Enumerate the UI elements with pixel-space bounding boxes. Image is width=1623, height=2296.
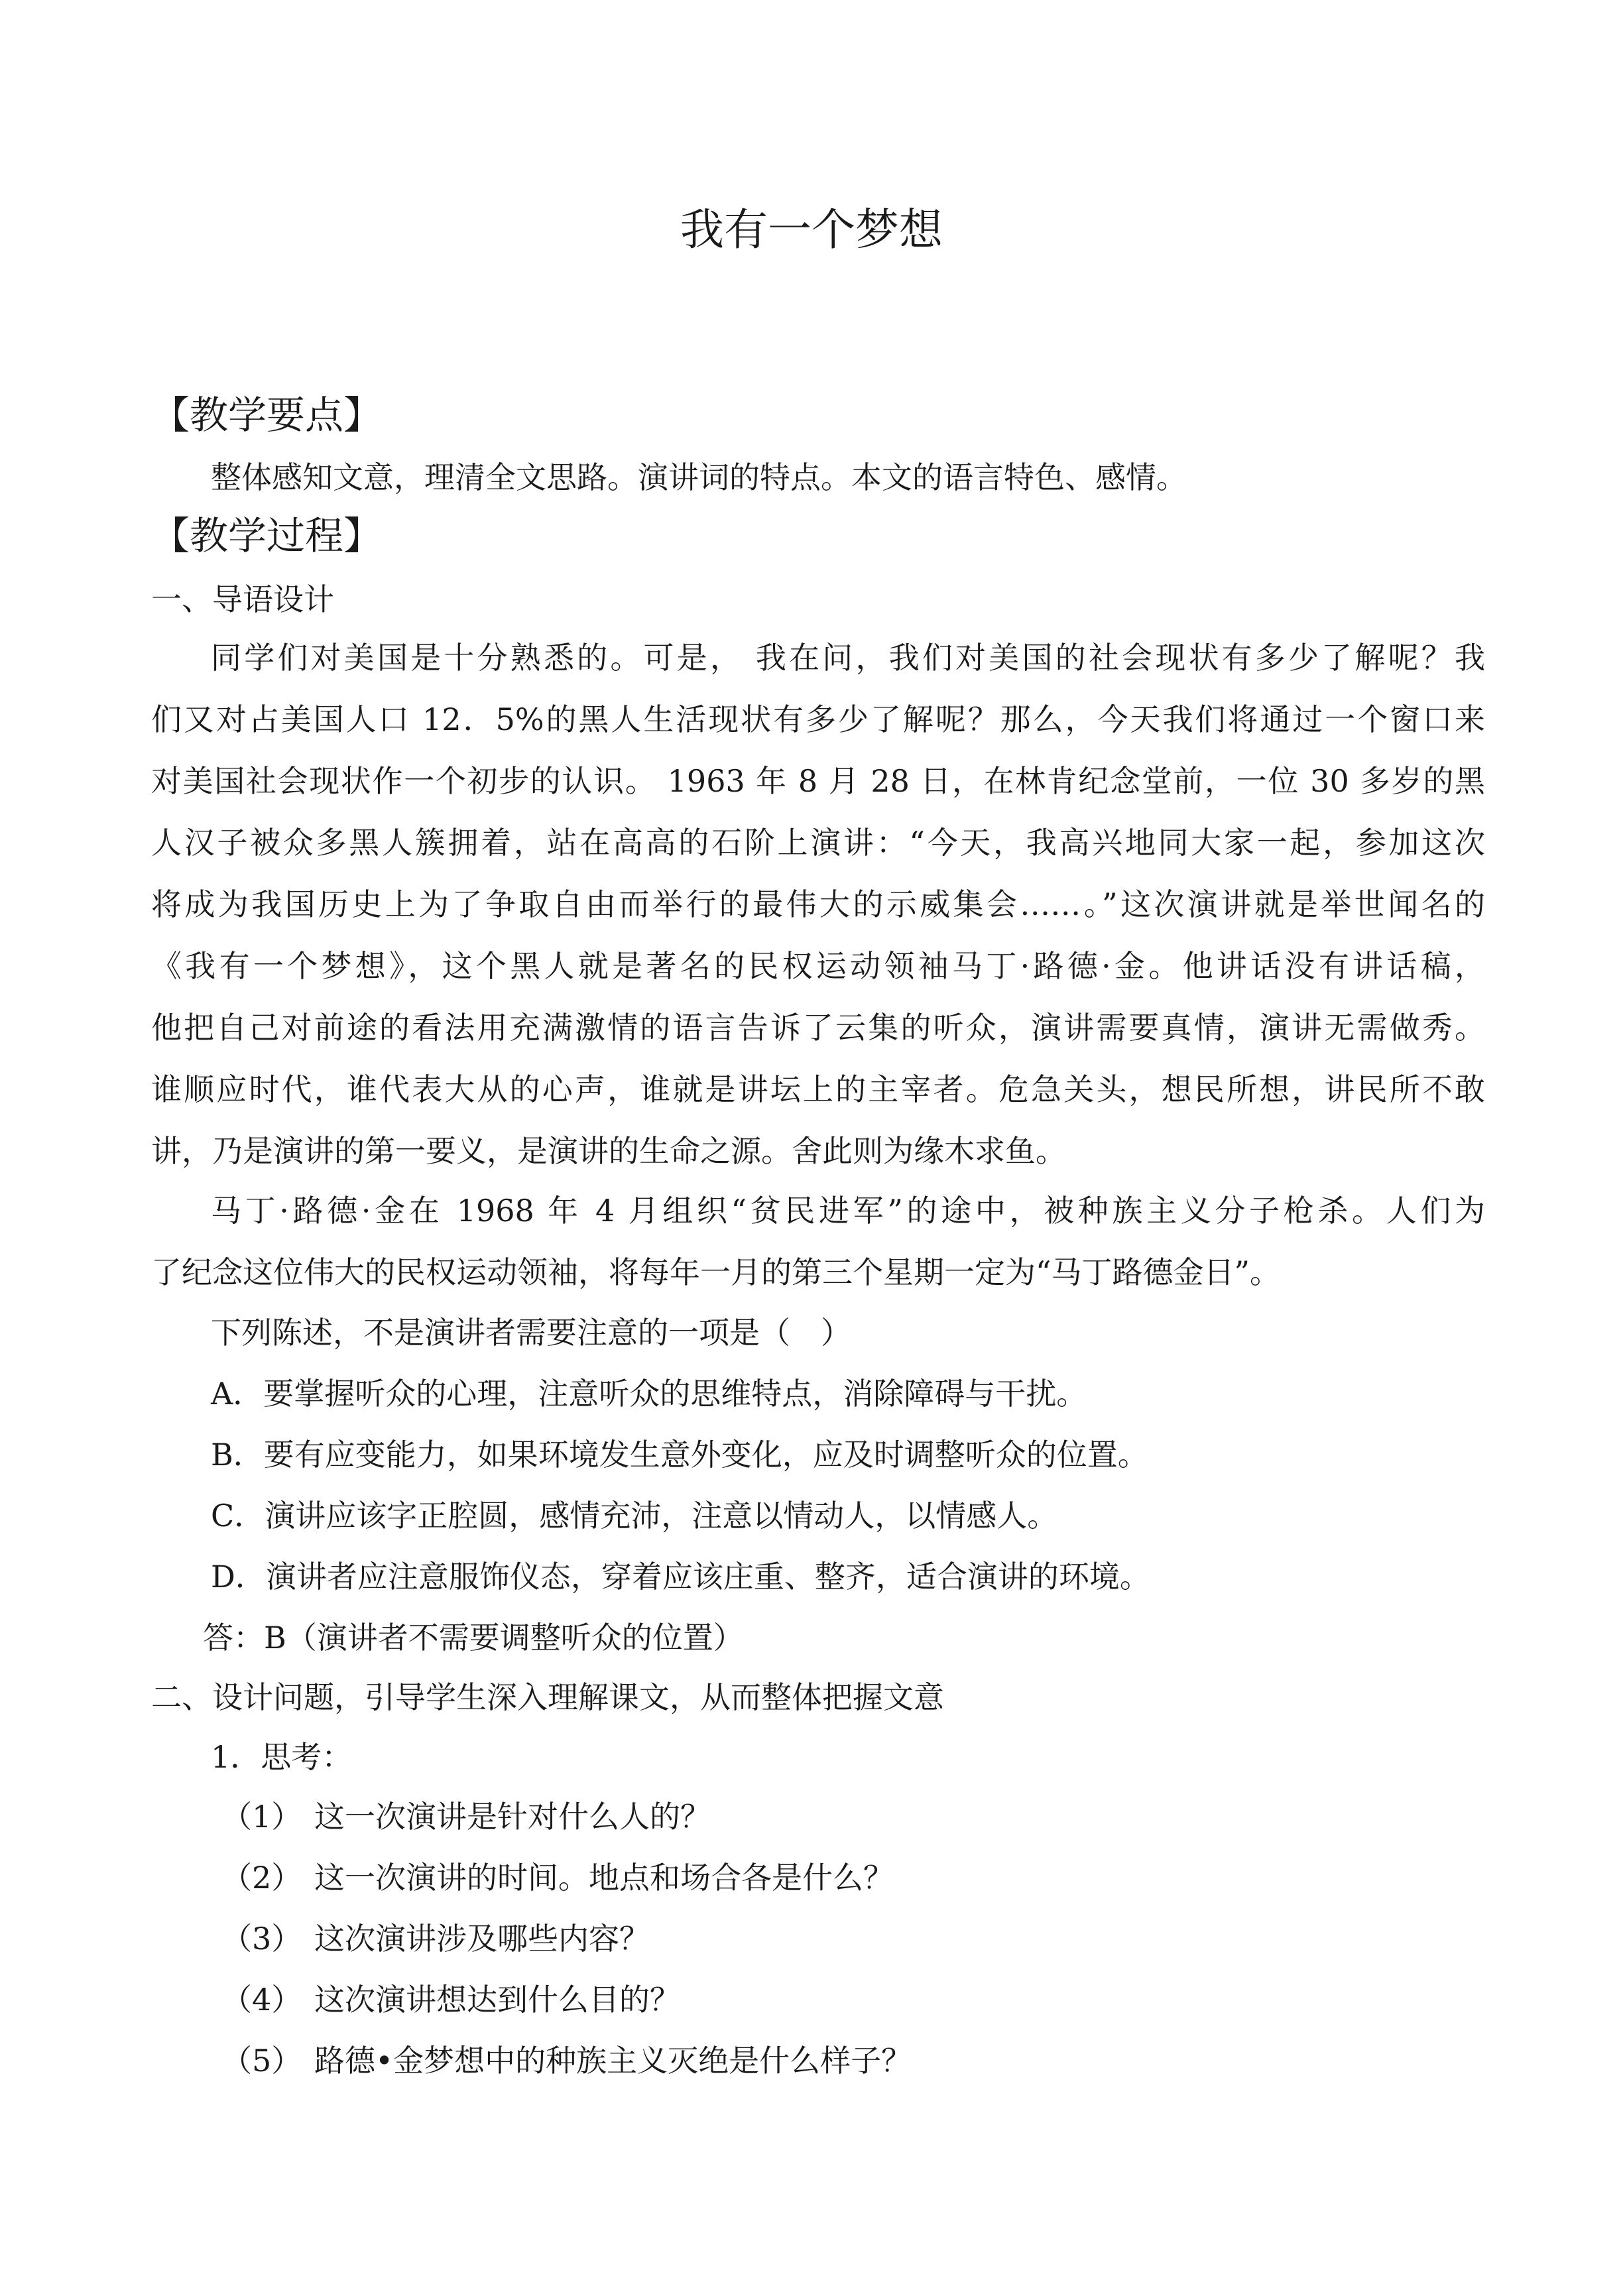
list-item: [221, 1980, 680, 2020]
paragraph-line: 他把自己对前途的看法用充满激情的语言告诉了云集的听众，演讲需要真情，演讲无需做秀。: [151, 1010, 1485, 1046]
quiz-question: 下列陈述，不是演讲者需要注意的一项是（ ）: [211, 1315, 851, 1351]
paragraph-line: 《我有一个梦想》，这个黑人就是著名的民权运动领袖马丁·路德·金。他讲话没有讲话稿，: [151, 948, 1485, 984]
teaching-points-text: 整体感知文意，理清全文思路。演讲词的特点。本文的语言特色、感情。: [211, 459, 1187, 495]
paragraph-line: 马丁·路德·金在 1968 年 4 月组织“贫民进军”的途中，被种族主义分子枪杀。人们为: [211, 1193, 1485, 1229]
question-number: （1）: [221, 1799, 302, 1835]
paragraph-line: 讲，乃是演讲的第一要义，是演讲的生命之源。舍此则为缘木求鱼。: [151, 1133, 1066, 1169]
list-item: [221, 2041, 912, 2081]
paragraph-line: 将成为我国历史上为了争取自由而举行的最伟大的示威集会……。”这次演讲就是举世闻名的: [151, 886, 1485, 922]
paragraph-line: 们又对占美国人口 12．5%的黑人生活现状有多少了解呢？那么，今天我们将通过一个窗口来: [151, 701, 1485, 737]
question-text: 这一次演讲的时间。地点和场合各是什么？: [314, 1860, 894, 1896]
question-text: 这次演讲涉及哪些内容？: [314, 1921, 650, 1957]
heading-teaching-points: 【教学要点】: [151, 393, 383, 438]
paragraph-line: 人汉子被众多黑人簇拥着，站在高高的石阶上演讲：“今天，我高兴地同大家一起，参加这次: [151, 825, 1485, 861]
question-text: 这次演讲想达到什么目的？: [314, 1982, 680, 2018]
question-text: 这一次演讲是针对什么人的？: [314, 1799, 711, 1835]
question-number: （2）: [221, 1860, 302, 1896]
list-item: [221, 1919, 650, 1959]
quiz-option-c: C．演讲应该字正腔圆，感情充沛，注意以情动人，以情感人。: [211, 1498, 1058, 1534]
list-item: [221, 1797, 711, 1837]
paragraph-line: 同学们对美国是十分熟悉的。可是， 我在问，我们对美国的社会现状有多少了解呢？我: [211, 640, 1485, 676]
question-number: （4）: [221, 1982, 302, 2018]
section-heading-questions: 二、设计问题，引导学生深入理解课文，从而整体把握文意: [151, 1679, 944, 1715]
paragraph-line: 谁顺应时代，谁代表大从的心声，谁就是讲坛上的主宰者。危急关头，想民所想，讲民所不敢: [151, 1071, 1485, 1107]
paragraph-line: 了纪念这位伟大的民权运动领袖，将每年一月的第三个星期一定为“马丁路德金日”。: [151, 1254, 1281, 1290]
page-title: 我有一个梦想: [680, 204, 943, 255]
question-number: （3）: [221, 1921, 302, 1957]
quiz-option-b: B．要有应变能力，如果环境发生意外变化，应及时调整听众的位置。: [211, 1437, 1148, 1473]
question-text: 路德•金梦想中的种族主义灭绝是什么样子？: [314, 2043, 912, 2079]
quiz-option-d: D．演讲者应注意服饰仪态，穿着应该庄重、整齐，适合演讲的环境。: [211, 1559, 1150, 1595]
heading-teaching-process: 【教学过程】: [151, 513, 383, 558]
list-item: [221, 1858, 894, 1898]
think-label: 1．思考：: [211, 1739, 353, 1775]
quiz-answer: 答：B（演讲者不需要调整听众的位置）: [203, 1620, 744, 1656]
quiz-option-a: A．要掌握听众的心理，注意听众的思维特点，消除障碍与干扰。: [211, 1376, 1087, 1412]
section-heading-intro: 一、导语设计: [151, 581, 334, 617]
question-number: （5）: [221, 2043, 302, 2079]
paragraph-line: 对美国社会现状作一个初步的认识。 1963 年 8 月 28 日，在林肯纪念堂前，一位 30 多岁的黑: [151, 763, 1485, 799]
